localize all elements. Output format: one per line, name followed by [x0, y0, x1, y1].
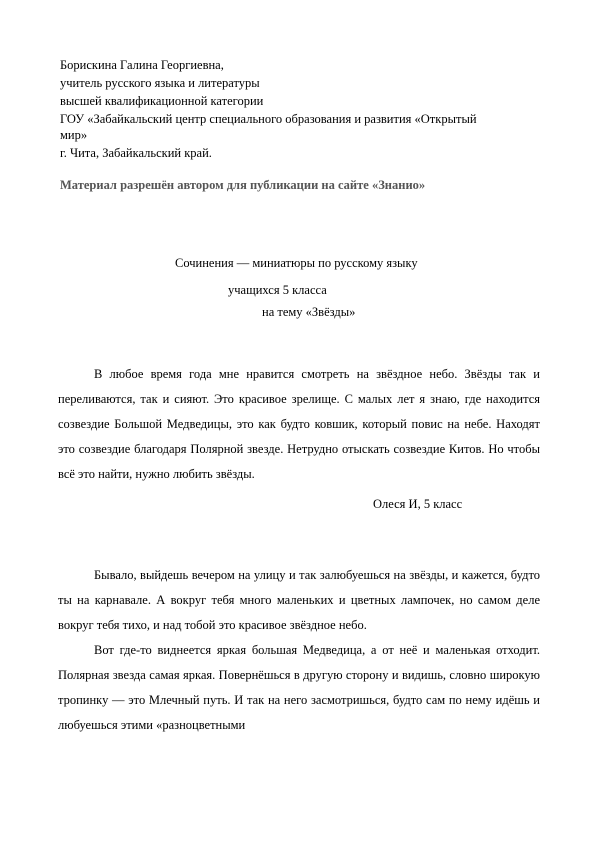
title-line-3: на тему «Звёзды»	[262, 305, 356, 319]
author-category: высшей квалификационной категории	[60, 94, 264, 108]
author-organization-line2: мир»	[60, 128, 88, 142]
essay-1-signature: Олеся И, 5 класс	[373, 497, 463, 511]
publication-notice: Материал разрешён автором для публикации на сайте «Знанио»	[60, 178, 426, 192]
author-city: г. Чита, Забайкальский край.	[60, 146, 212, 160]
author-position: учитель русского языка и литературы	[60, 76, 260, 90]
author-name: Борискина Галина Георгиевна,	[60, 58, 224, 72]
essay-2-paragraph-2: Вот где-то виднеется яркая большая Медведица, а от неё и маленькая отходит. Полярная звезда самая яркая. Повернёшься в другую сторону и видишь, словно широкую тропинку — это Млечный путь. И так на него засмотришься, будто сам по нему идёшь и любуешься этими «разноцветными	[58, 643, 540, 732]
title-line-2: учащихся 5 класса	[228, 283, 327, 297]
essay-1-paragraph: В любое время года мне нравится смотреть на звёздное небо. Звёзды так и переливаются, так и сияют. Это красивое зрелище. С малых лет я знаю, где находится созвездие Большой Медведицы, это как будто ковшик, который повис на небе. Находят это созвездие благодаря Полярной звезде. Нетрудно отыскать созвездие Китов. Но чтобы всё это найти, нужно любить звёзды.	[58, 367, 540, 481]
title-line-1: Сочинения — миниатюры по русскому языку	[175, 256, 418, 270]
essay-2	[58, 563, 540, 738]
author-organization-line1: ГОУ «Забайкальский центр специального образования и развития «Открытый	[60, 112, 477, 126]
essay-1	[58, 362, 540, 487]
essay-2-paragraph-1: Бывало, выйдешь вечером на улицу и так залюбуешься на звёзды, и кажется, будто ты на карнавале. А вокруг тебя много маленьких и цветных лампочек, но самом деле вокруг тебя тихо, и над тобой это красивое звёздное небо.	[58, 568, 540, 632]
